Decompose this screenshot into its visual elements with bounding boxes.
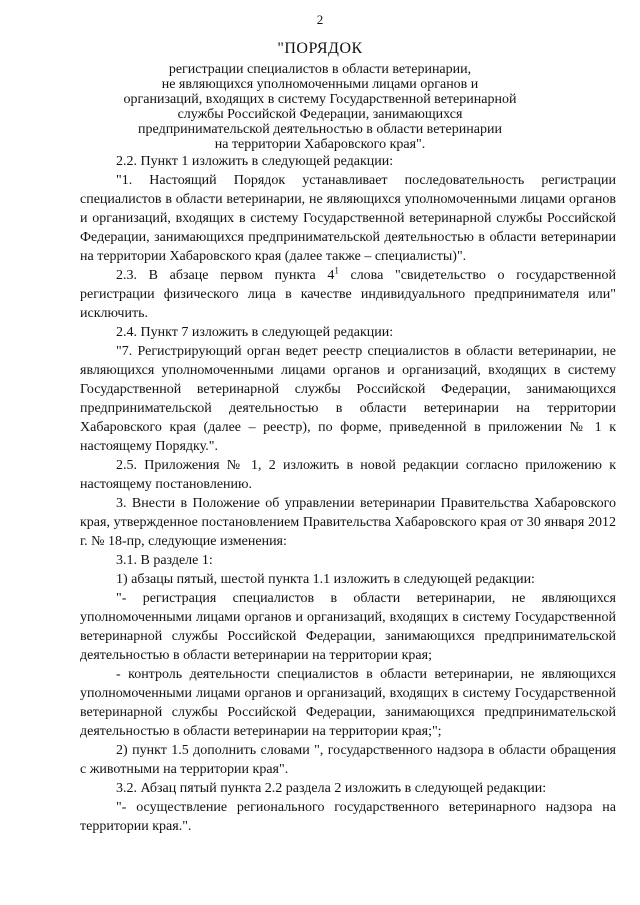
paragraph-text: слова "свидетельство о государственной регистрации физического лица в качестве индивидуального предпринимателя или" исключить. — [80, 268, 616, 321]
paragraph: "- регистрация специалистов в области ветеринарии, не являющихся уполномоченными лицами органов и организаций, входящих в систему Государственной ветеринарной службы Российской Федерации, занимающихся предпринимательской деятельностью в области ветеринарии на территории края; — [80, 591, 616, 663]
paragraph: - контроль деятельности специалистов в области ветеринарии, не являющихся уполномоченными лицами органов и организаций, входящих в систему Государственной ветеринарной службы Российской Федерации, занимающихся предпринимательской деятельностью в области ветеринарии на территории края;"; — [80, 667, 616, 739]
paragraph: 2) пункт 1.5 дополнить словами ", государственного надзора в области обращения с животными на территории края". — [80, 743, 616, 777]
paragraph: 2.5. Приложения № 1, 2 изложить в новой редакции согласно приложению к настоящему постановлению. — [80, 458, 616, 492]
paragraph: 3.2. Абзац пятый пункта 2.2 раздела 2 изложить в следующей редакции: — [116, 781, 547, 796]
subtitle-line: не являющихся уполномоченными лицами органов и — [161, 77, 479, 92]
document-body — [80, 152, 616, 836]
paragraph: "7. Регистрирующий орган ведет реестр специалистов в области ветеринарии, не являющихся уполномоченными лицами органов и организаций, входящих в систему Государственной ветеринарной службы Российской Федерации, занимающихся предпринимательской деятельностью в области ветеринарии на территории Хабаровского края (далее – реестр), по форме, приведенной в приложении № 1 к настоящему Порядку.". — [80, 344, 616, 454]
document-subtitle — [120, 62, 520, 152]
subtitle-line: регистрации специалистов в области ветеринарии, — [168, 62, 472, 77]
paragraph-text: 2.3. В абзаце первом пункта 4 — [116, 268, 335, 283]
page-number: 2 — [316, 12, 324, 27]
subtitle-line: организаций, входящих в систему Государственной ветеринарной — [123, 92, 517, 107]
paragraph: 3. Внести в Положение об управлении ветеринарии Правительства Хабаровского края, утвержденное постановлением Правительства Хабаровского края от 30 января 2012 г. № 18-пр, следующие изменения: — [80, 496, 616, 549]
paragraph: 2.2. Пункт 1 изложить в следующей редакции: — [116, 154, 394, 169]
paragraph — [80, 266, 616, 323]
subtitle-line: службы Российской Федерации, занимающихся — [177, 107, 463, 122]
subtitle-line: на территории Хабаровского края". — [214, 137, 426, 152]
subtitle-line: предпринимательской деятельностью в области ветеринарии — [138, 122, 502, 137]
document-title: "ПОРЯДОК — [277, 40, 363, 57]
paragraph: "- осуществление регионального государственного ветеринарного надзора на территории края.". — [80, 800, 616, 834]
paragraph: 1) абзацы пятый, шестой пункта 1.1 изложить в следующей редакции: — [116, 572, 535, 587]
paragraph: 3.1. В разделе 1: — [116, 553, 213, 568]
paragraph: 2.4. Пункт 7 изложить в следующей редакции: — [116, 325, 394, 340]
superscript: 1 — [334, 265, 339, 276]
paragraph: "1. Настоящий Порядок устанавливает последовательность регистрации специалистов в области ветеринарии, не являющихся уполномоченными лицами органов и организаций, входящих в систему Государственной ветеринарной службы Российской Федерации, занимающихся предпринимательской деятельностью в области ветеринарии на территории Хабаровского края (далее также – специалисты)". — [80, 173, 616, 264]
